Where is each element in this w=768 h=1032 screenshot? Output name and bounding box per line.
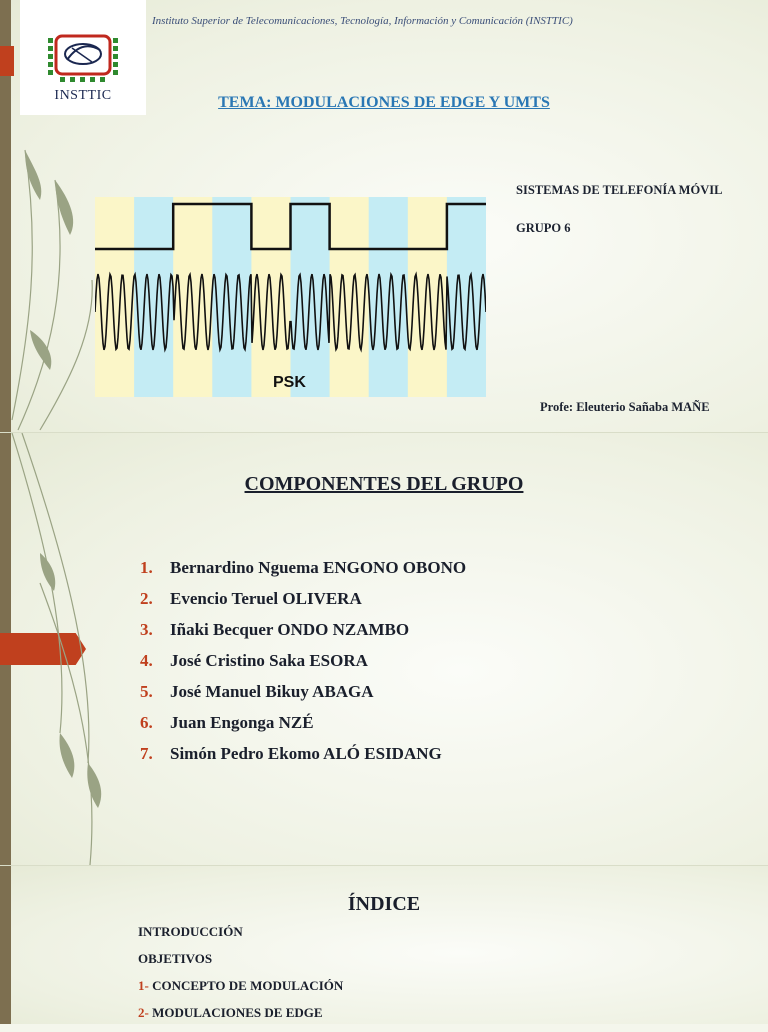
member-name: Evencio Teruel OLIVERA — [170, 589, 362, 608]
index-label: INTRODUCCIÓN — [138, 924, 243, 939]
list-number: 2. — [140, 589, 153, 608]
figure-band — [212, 197, 252, 397]
member-name: José Manuel Bikuy ABAGA — [170, 682, 374, 701]
presentation-title: TEMA: MODULACIONES DE EDGE Y UMTS — [218, 94, 550, 111]
member-name: José Cristino Saka ESORA — [170, 651, 368, 670]
psk-modulation-figure — [95, 197, 486, 397]
list-item — [140, 620, 466, 651]
list-number: 1. — [140, 558, 153, 577]
index-label: MODULACIONES DE EDGE — [152, 1005, 323, 1020]
logo-text: INSTTIC — [54, 88, 112, 103]
list-number: 4. — [140, 651, 153, 670]
member-name: Bernardino Nguema ENGONO OBONO — [170, 558, 467, 577]
figure-band — [134, 197, 174, 397]
index-list — [138, 924, 343, 1032]
list-item — [140, 589, 466, 620]
list-number: 7. — [140, 744, 153, 763]
members-heading: COMPONENTES DEL GRUPO — [244, 473, 524, 495]
group-label: GRUPO 6 — [516, 221, 571, 235]
list-number: 1- — [138, 978, 149, 993]
logo-emblem — [20, 0, 146, 90]
list-item — [138, 924, 343, 951]
figure-band — [330, 197, 370, 397]
list-item — [140, 713, 466, 744]
list-item — [140, 651, 466, 682]
professor-label: Profe: Eleuterio Sañaba MAÑE — [540, 400, 710, 414]
psk-label: PSK — [273, 374, 306, 391]
list-item — [138, 978, 343, 1005]
slide-title — [0, 0, 768, 432]
left-accent-bar — [0, 866, 11, 1024]
list-number: 3. — [140, 620, 153, 639]
index-heading: ÍNDICE — [347, 893, 421, 915]
list-number: 6. — [140, 713, 153, 732]
subject-label: SISTEMAS DE TELEFONÍA MÓVIL — [516, 183, 723, 197]
index-label: CONCEPTO DE MODULACIÓN — [152, 978, 344, 993]
list-item — [140, 682, 466, 713]
list-number: 2- — [138, 1005, 149, 1020]
index-label: OBJETIVOS — [138, 951, 213, 966]
list-item — [138, 951, 343, 978]
slide-index — [0, 866, 768, 1024]
institution-name: Instituto Superior de Telecomunicaciones, Tecnología, Información y Comunicación (INSTTIC) — [152, 15, 573, 27]
member-name: Simón Pedro Ekomo ALÓ ESIDANG — [170, 744, 442, 763]
list-number: 5. — [140, 682, 153, 701]
members-list — [140, 558, 466, 775]
decorative-swirl — [0, 433, 120, 865]
list-item — [140, 744, 466, 775]
member-name: Juan Engonga NZÉ — [170, 713, 314, 732]
list-item — [138, 1005, 343, 1032]
member-name: Iñaki Becquer ONDO NZAMBO — [170, 620, 410, 639]
list-item — [140, 558, 466, 589]
